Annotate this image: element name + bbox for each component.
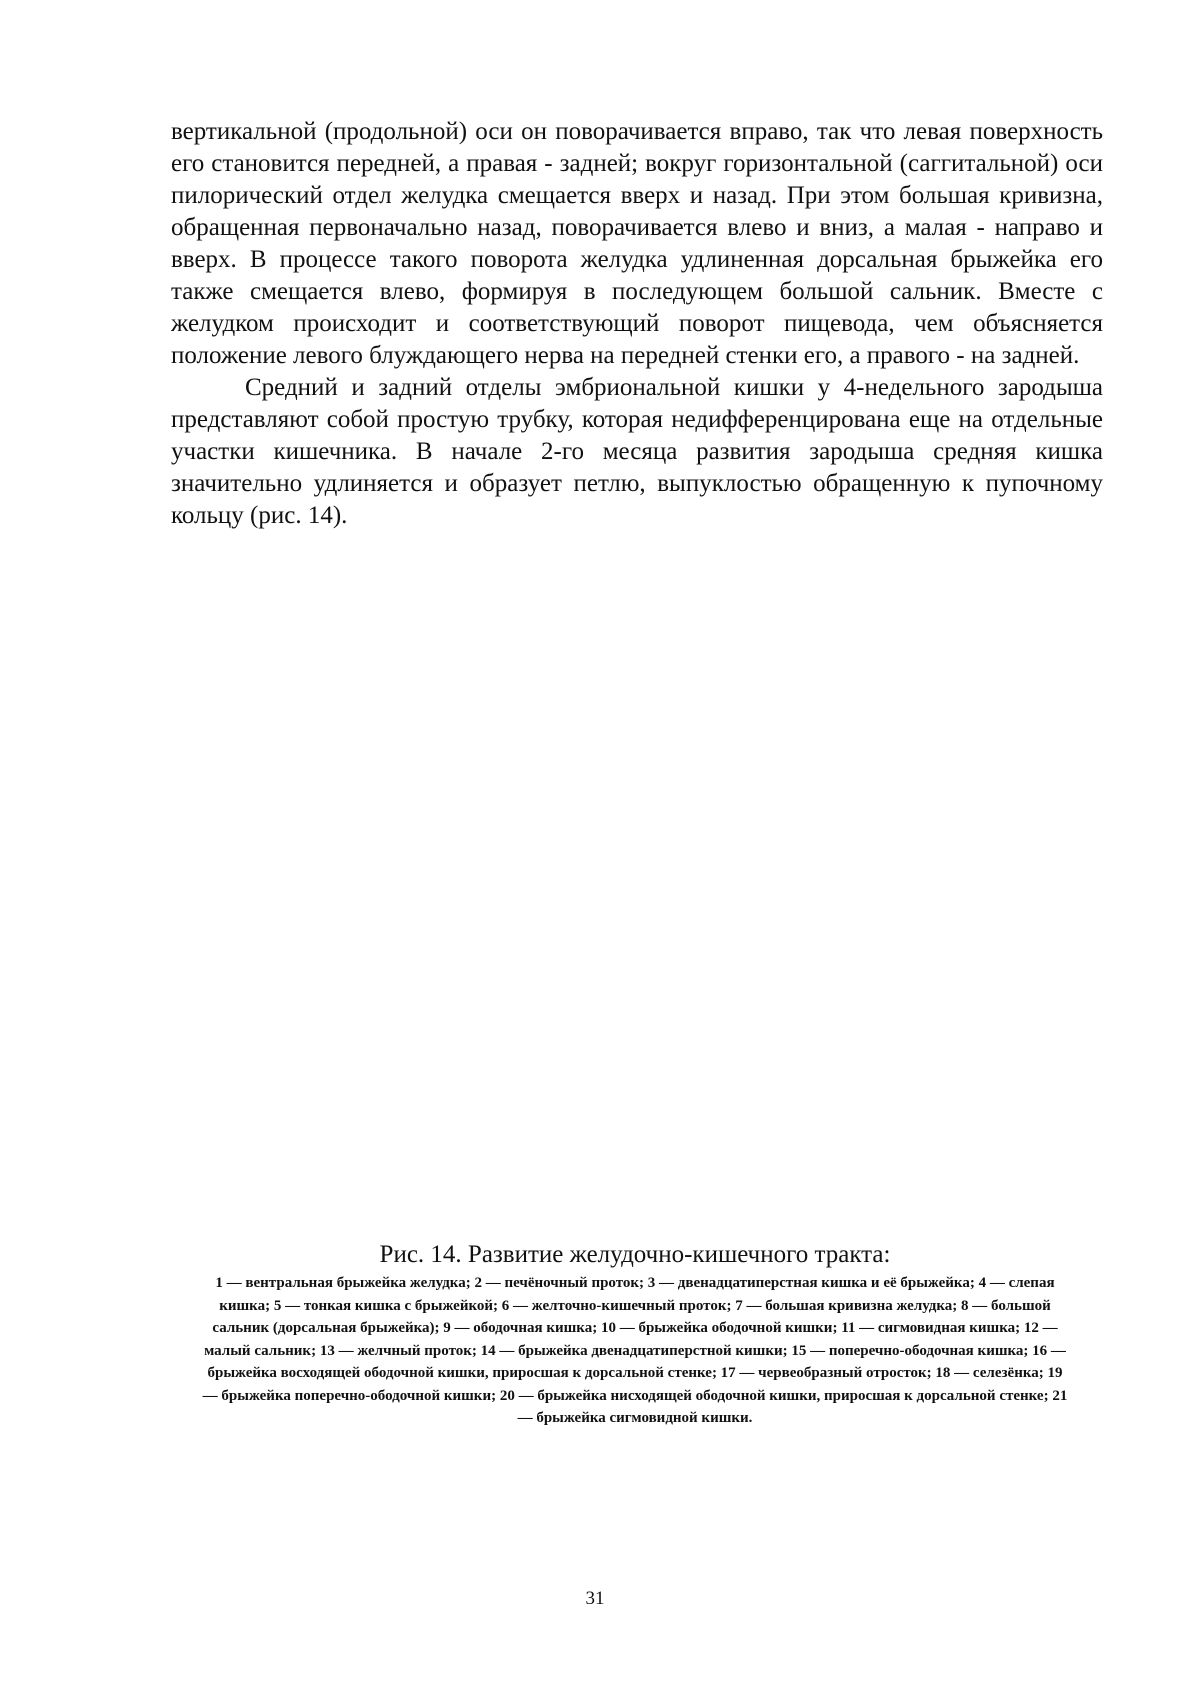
paragraph-midgut-development: Средний и задний отделы эмбриональной кишки у 4-недельного зародыша представляют собой простую трубку, которая недифференцирована еще на отдельные участки кишечника. В начале 2-го месяца развития зародыша средняя кишка значительно удлиняется и образует петлю, выпуклостью обращенную к пупочному кольцу (рис. 14). [171,374,1103,529]
page-number: 31 [585,1588,605,1609]
caption-legend: 1 — вентральная брыжейка желудка; 2 — печёночный проток; 3 — двенадцатиперстная кишка и её брыжейка; 4 — слепая кишка; 5 — тонкая кишка с брыжейкой; 6 — желточно-кишечный проток; 7 — большая кривизна желудка; 8 — большой сальник (дорсальная брыжейка); 9 — ободочная кишка; 10 — брыжейка ободочной кишки; 11 — сигмовидная кишка; 12 — малый сальник; 13 — желчный проток; 14 — брыжейка двенадцатиперстной кишки; 15 — поперечно-ободочная кишка; 16 — брыжейка восходящей ободочной кишки, приросшая к дорсальной стенке; 17 — червеобразный отросток; 18 — селезёнка; 19 — брыжейка поперечно-ободочной кишки; 20 — брыжейка нисходящей ободочной кишки, приросшая к дорсальной стенке; 21 — брыжейка сигмовидной кишки. [202,1275,1068,1426]
figure-placeholder [171,620,1103,1230]
body-text [171,116,1103,532]
figure-caption [200,1240,1070,1430]
caption-title: Рис. 14. Развитие желудочно-кишечного тракта: [379,1241,891,1268]
paragraph-stomach-rotation: вертикальной (продольной) оси он поворачивается вправо, так что левая поверхность его становится передней, а правая - задней; вокруг горизонтальной (саггитальной) оси пилорический отдел желудка смещается вверх и назад. При этом большая кривизна, обращенная первоначально назад, поворачивается влево и вниз, а малая - направо и вверх. В процессе такого поворота желудка удлиненная дорсальная брыжейка его также смещается влево, формируя в последующем большой сальник. Вместе с желудком происходит и соответствующий поворот пищевода, чем объясняется положение левого блуждающего нерва на передней стенки его, а правого - на задней. [171,118,1103,369]
